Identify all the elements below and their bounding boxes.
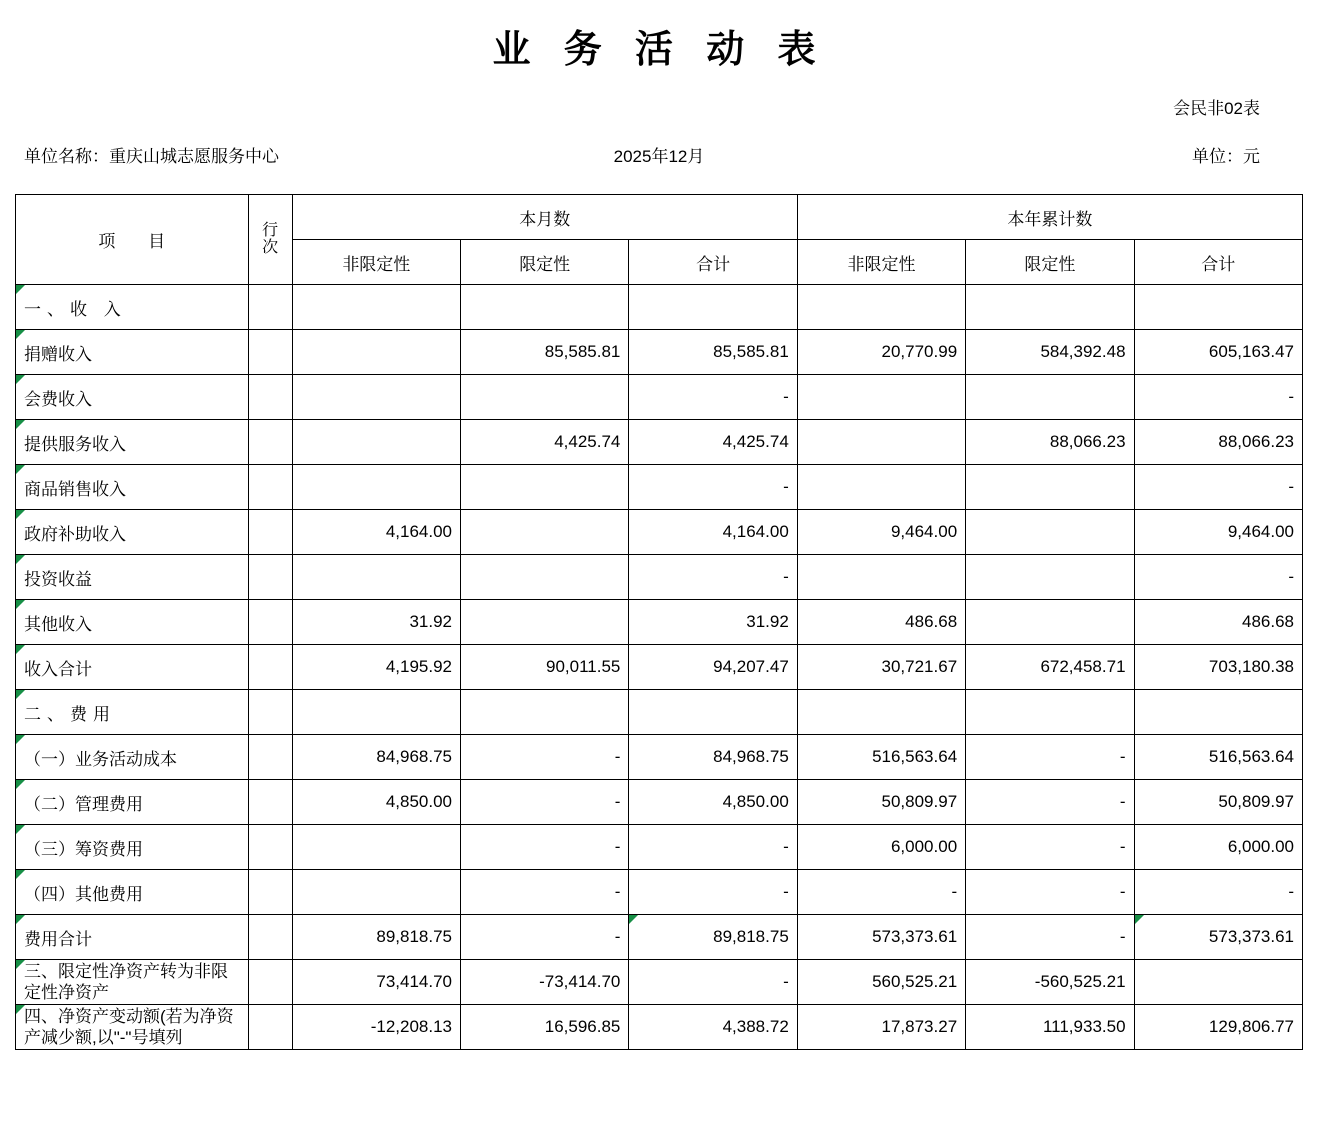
- cell-month-restricted: 90,011.55: [461, 645, 629, 690]
- row-line-no: [248, 825, 292, 870]
- unit-name-label: 单位名称：: [24, 147, 109, 166]
- cell-year-total: 50,809.97: [1134, 780, 1302, 825]
- cell-month-unrestricted: 73,414.70: [292, 960, 460, 1005]
- table-row: [16, 600, 1303, 645]
- row-line-no: [248, 780, 292, 825]
- cell-year-restricted: -: [966, 735, 1134, 780]
- cell-year-restricted: [966, 285, 1134, 330]
- report-period: 2025年12月: [613, 147, 705, 166]
- cell-month-restricted: -73,414.70: [461, 960, 629, 1005]
- row-label: 二、费用: [16, 690, 249, 735]
- cell-month-unrestricted: [292, 465, 460, 510]
- row-label: （三）筹资费用: [16, 825, 249, 870]
- meta-row: [0, 142, 1318, 168]
- cell-year-total: [1134, 690, 1302, 735]
- cell-year-unrestricted: 486.68: [797, 600, 965, 645]
- cell-month-restricted: [461, 690, 629, 735]
- table-row: [16, 510, 1303, 555]
- cell-year-restricted: [966, 465, 1134, 510]
- cell-year-restricted: [966, 510, 1134, 555]
- cell-year-unrestricted: [797, 285, 965, 330]
- cell-month-total: -: [629, 465, 797, 510]
- cell-year-unrestricted: 17,873.27: [797, 1005, 965, 1050]
- cell-year-unrestricted: [797, 690, 965, 735]
- row-line-no: [248, 645, 292, 690]
- row-label: 收入合计: [16, 645, 249, 690]
- table-row: [16, 645, 1303, 690]
- cell-month-restricted: [461, 555, 629, 600]
- cell-month-total: 85,585.81: [629, 330, 797, 375]
- cell-year-unrestricted: 516,563.64: [797, 735, 965, 780]
- cell-year-unrestricted: [797, 420, 965, 465]
- cell-year-unrestricted: [797, 465, 965, 510]
- table-row: [16, 375, 1303, 420]
- cell-month-total: -: [629, 555, 797, 600]
- cell-month-total: 84,968.75: [629, 735, 797, 780]
- cell-month-unrestricted: 4,195.92: [292, 645, 460, 690]
- row-line-no: [248, 465, 292, 510]
- table-row: [16, 555, 1303, 600]
- table-row: [16, 465, 1303, 510]
- cell-month-total: -: [629, 825, 797, 870]
- column-header-month-restricted: 限定性: [461, 240, 629, 285]
- column-header-line-no: [248, 195, 292, 285]
- cell-year-total: -: [1134, 870, 1302, 915]
- cell-month-restricted: -: [461, 825, 629, 870]
- cell-year-unrestricted: 560,525.21: [797, 960, 965, 1005]
- cell-month-unrestricted: [292, 870, 460, 915]
- cell-month-unrestricted: 31.92: [292, 600, 460, 645]
- column-header-year-unrestricted: 非限定性: [797, 240, 965, 285]
- unit-name-value: 重庆山城志愿服务中心: [109, 147, 279, 166]
- cell-year-total: 88,066.23: [1134, 420, 1302, 465]
- cell-year-restricted: 672,458.71: [966, 645, 1134, 690]
- cell-year-total: 6,000.00: [1134, 825, 1302, 870]
- row-line-no: [248, 960, 292, 1005]
- cell-year-restricted: -560,525.21: [966, 960, 1134, 1005]
- table-row: [16, 735, 1303, 780]
- cell-year-unrestricted: 20,770.99: [797, 330, 965, 375]
- row-label: 一、收 入: [16, 285, 249, 330]
- column-header-month-unrestricted: 非限定性: [292, 240, 460, 285]
- row-line-no: [248, 915, 292, 960]
- cell-year-total: -: [1134, 375, 1302, 420]
- form-code: 会民非02表: [1173, 99, 1260, 118]
- row-line-no: [248, 330, 292, 375]
- row-label: 提供服务收入: [16, 420, 249, 465]
- table-row: [16, 690, 1303, 735]
- cell-year-unrestricted: 50,809.97: [797, 780, 965, 825]
- column-group-month: 本月数: [292, 195, 797, 240]
- row-label: （四）其他费用: [16, 870, 249, 915]
- cell-month-total: 4,850.00: [629, 780, 797, 825]
- cell-year-restricted: 88,066.23: [966, 420, 1134, 465]
- cell-month-total: -: [629, 960, 797, 1005]
- cell-month-restricted: 16,596.85: [461, 1005, 629, 1050]
- cell-month-unrestricted: 84,968.75: [292, 735, 460, 780]
- cell-month-restricted: [461, 510, 629, 555]
- table-body: [16, 285, 1303, 1050]
- cell-year-total: 703,180.38: [1134, 645, 1302, 690]
- cell-year-total: 516,563.64: [1134, 735, 1302, 780]
- cell-month-restricted: -: [461, 735, 629, 780]
- row-label: 四、净资产变动额(若为净资产减少额,以"-"号填列: [16, 1005, 249, 1050]
- cell-month-unrestricted: [292, 690, 460, 735]
- row-line-no: [248, 375, 292, 420]
- cell-year-unrestricted: 9,464.00: [797, 510, 965, 555]
- row-label: （二）管理费用: [16, 780, 249, 825]
- cell-year-restricted: 584,392.48: [966, 330, 1134, 375]
- cell-year-unrestricted: 6,000.00: [797, 825, 965, 870]
- activity-statement-table: [15, 194, 1303, 1050]
- line-no-top: 行: [262, 221, 279, 239]
- cell-month-restricted: [461, 285, 629, 330]
- cell-year-unrestricted: -: [797, 870, 965, 915]
- cell-year-unrestricted: [797, 375, 965, 420]
- row-line-no: [248, 735, 292, 780]
- cell-month-restricted: [461, 375, 629, 420]
- line-no-bottom: 次: [262, 238, 279, 256]
- page-title: 业 务 活 动 表: [492, 26, 826, 71]
- table-row: [16, 1005, 1303, 1050]
- cell-month-restricted: [461, 465, 629, 510]
- row-label: 投资收益: [16, 555, 249, 600]
- cell-month-unrestricted: [292, 285, 460, 330]
- cell-year-total: 573,373.61: [1134, 915, 1302, 960]
- currency-unit: 单位：元: [1192, 147, 1260, 166]
- table-row: [16, 780, 1303, 825]
- cell-month-total: [629, 690, 797, 735]
- cell-year-total: 9,464.00: [1134, 510, 1302, 555]
- cell-year-total: 129,806.77: [1134, 1005, 1302, 1050]
- cell-year-restricted: -: [966, 780, 1134, 825]
- cell-year-restricted: 111,933.50: [966, 1005, 1134, 1050]
- cell-year-restricted: [966, 600, 1134, 645]
- cell-month-unrestricted: [292, 375, 460, 420]
- cell-month-unrestricted: [292, 330, 460, 375]
- cell-month-restricted: 85,585.81: [461, 330, 629, 375]
- cell-month-restricted: 4,425.74: [461, 420, 629, 465]
- cell-month-total: 89,818.75: [629, 915, 797, 960]
- document-page: [0, 18, 1318, 1126]
- cell-year-total: [1134, 960, 1302, 1005]
- cell-month-total: 94,207.47: [629, 645, 797, 690]
- cell-month-unrestricted: 4,850.00: [292, 780, 460, 825]
- cell-year-total: 605,163.47: [1134, 330, 1302, 375]
- cell-month-total: 4,164.00: [629, 510, 797, 555]
- cell-year-total: -: [1134, 465, 1302, 510]
- column-header-year-restricted: 限定性: [966, 240, 1134, 285]
- cell-month-total: [629, 285, 797, 330]
- cell-month-restricted: -: [461, 915, 629, 960]
- cell-month-restricted: -: [461, 780, 629, 825]
- row-label: 政府补助收入: [16, 510, 249, 555]
- row-line-no: [248, 870, 292, 915]
- cell-year-restricted: -: [966, 915, 1134, 960]
- cell-month-unrestricted: 4,164.00: [292, 510, 460, 555]
- cell-month-unrestricted: -12,208.13: [292, 1005, 460, 1050]
- cell-year-restricted: [966, 555, 1134, 600]
- cell-month-unrestricted: [292, 420, 460, 465]
- table-row: [16, 285, 1303, 330]
- column-header-item: 项 目: [16, 195, 249, 285]
- cell-year-total: [1134, 285, 1302, 330]
- row-label: 商品销售收入: [16, 465, 249, 510]
- row-line-no: [248, 1005, 292, 1050]
- cell-month-total: 31.92: [629, 600, 797, 645]
- table-row: [16, 420, 1303, 465]
- table-row: [16, 825, 1303, 870]
- row-label: （一）业务活动成本: [16, 735, 249, 780]
- table-row: [16, 960, 1303, 1005]
- table-header-row-1: [16, 195, 1303, 240]
- cell-month-total: 4,425.74: [629, 420, 797, 465]
- row-label: 捐赠收入: [16, 330, 249, 375]
- row-line-no: [248, 420, 292, 465]
- row-line-no: [248, 555, 292, 600]
- cell-year-total: -: [1134, 555, 1302, 600]
- row-line-no: [248, 510, 292, 555]
- row-label: 其他收入: [16, 600, 249, 645]
- row-line-no: [248, 600, 292, 645]
- cell-month-unrestricted: [292, 555, 460, 600]
- table-row: [16, 915, 1303, 960]
- cell-month-restricted: -: [461, 870, 629, 915]
- column-header-month-total: 合计: [629, 240, 797, 285]
- row-label: 费用合计: [16, 915, 249, 960]
- cell-year-unrestricted: 30,721.67: [797, 645, 965, 690]
- cell-month-restricted: [461, 600, 629, 645]
- cell-month-total: -: [629, 870, 797, 915]
- column-group-year: 本年累计数: [797, 195, 1302, 240]
- cell-month-total: 4,388.72: [629, 1005, 797, 1050]
- cell-month-unrestricted: 89,818.75: [292, 915, 460, 960]
- cell-year-unrestricted: [797, 555, 965, 600]
- cell-year-restricted: -: [966, 825, 1134, 870]
- table-row: [16, 330, 1303, 375]
- row-line-no: [248, 285, 292, 330]
- cell-year-restricted: -: [966, 870, 1134, 915]
- cell-month-unrestricted: [292, 825, 460, 870]
- row-label: 会费收入: [16, 375, 249, 420]
- table-row: [16, 870, 1303, 915]
- row-line-no: [248, 690, 292, 735]
- cell-year-unrestricted: 573,373.61: [797, 915, 965, 960]
- column-header-year-total: 合计: [1134, 240, 1302, 285]
- cell-year-restricted: [966, 375, 1134, 420]
- cell-year-total: 486.68: [1134, 600, 1302, 645]
- cell-month-total: -: [629, 375, 797, 420]
- cell-year-restricted: [966, 690, 1134, 735]
- row-label: 三、限定性净资产转为非限定性净资产: [16, 960, 249, 1005]
